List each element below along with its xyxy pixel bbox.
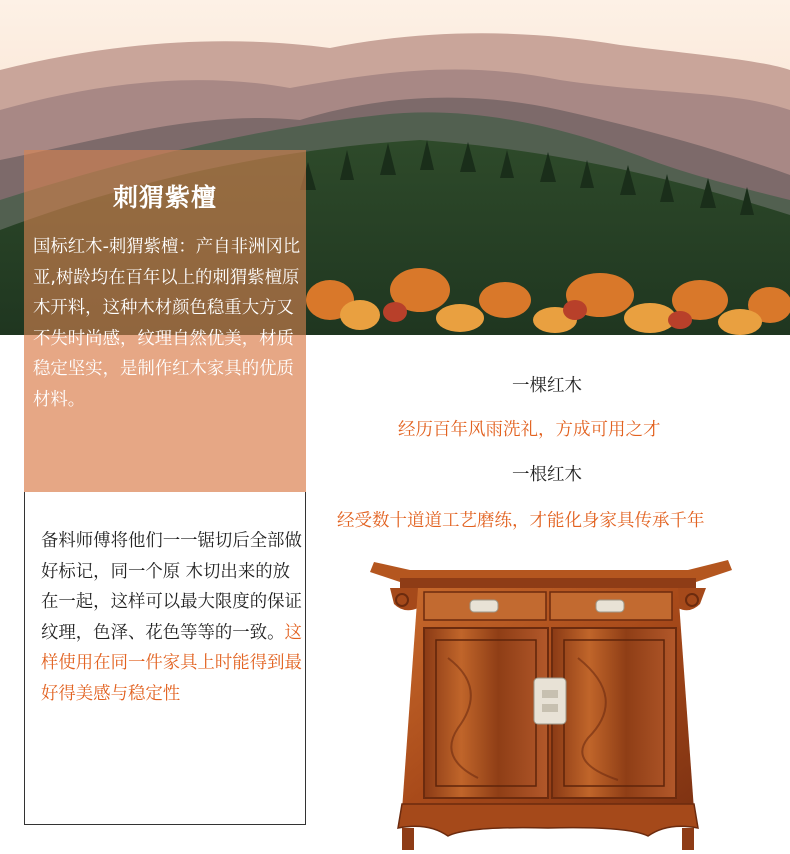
craftsmanship-text-highlight: 这样使用在同一件家具上时能得到最好得美感与稳定性 [41, 622, 302, 704]
intro-title: 刺猬紫檀 [112, 183, 217, 212]
intro-body-text: 国标红木-刺猬紫檀：产自非洲冈比亚,树龄均在百年以上的刺猬紫檀原木开料，这种木材颜色稳重大方又不失时尚感，纹理自然优美，材质稳定坚实，是制作红木家具的优质材料。 [33, 237, 301, 410]
tagline-craft-process: 经受数十道道工艺磨练，才能化身家具传承千年 [337, 511, 705, 531]
tagline-one-tree: 一棵红木 [512, 376, 582, 396]
intro-card [24, 150, 306, 492]
tagline-hundred-years: 经历百年风雨洗礼，方成可用之才 [398, 420, 661, 440]
cabinet-product-image [338, 548, 758, 854]
tagline-one-log: 一根红木 [512, 465, 582, 485]
craftsmanship-text-main: 备料师傅将他们一一锯切后全部做好标记，同一个原 木切出来的放在一起，这样可以最大限度的保证纹理，色泽、花色等等的一致。 [41, 531, 302, 643]
craftsmanship-text [41, 526, 303, 709]
craftsmanship-box [24, 492, 306, 825]
